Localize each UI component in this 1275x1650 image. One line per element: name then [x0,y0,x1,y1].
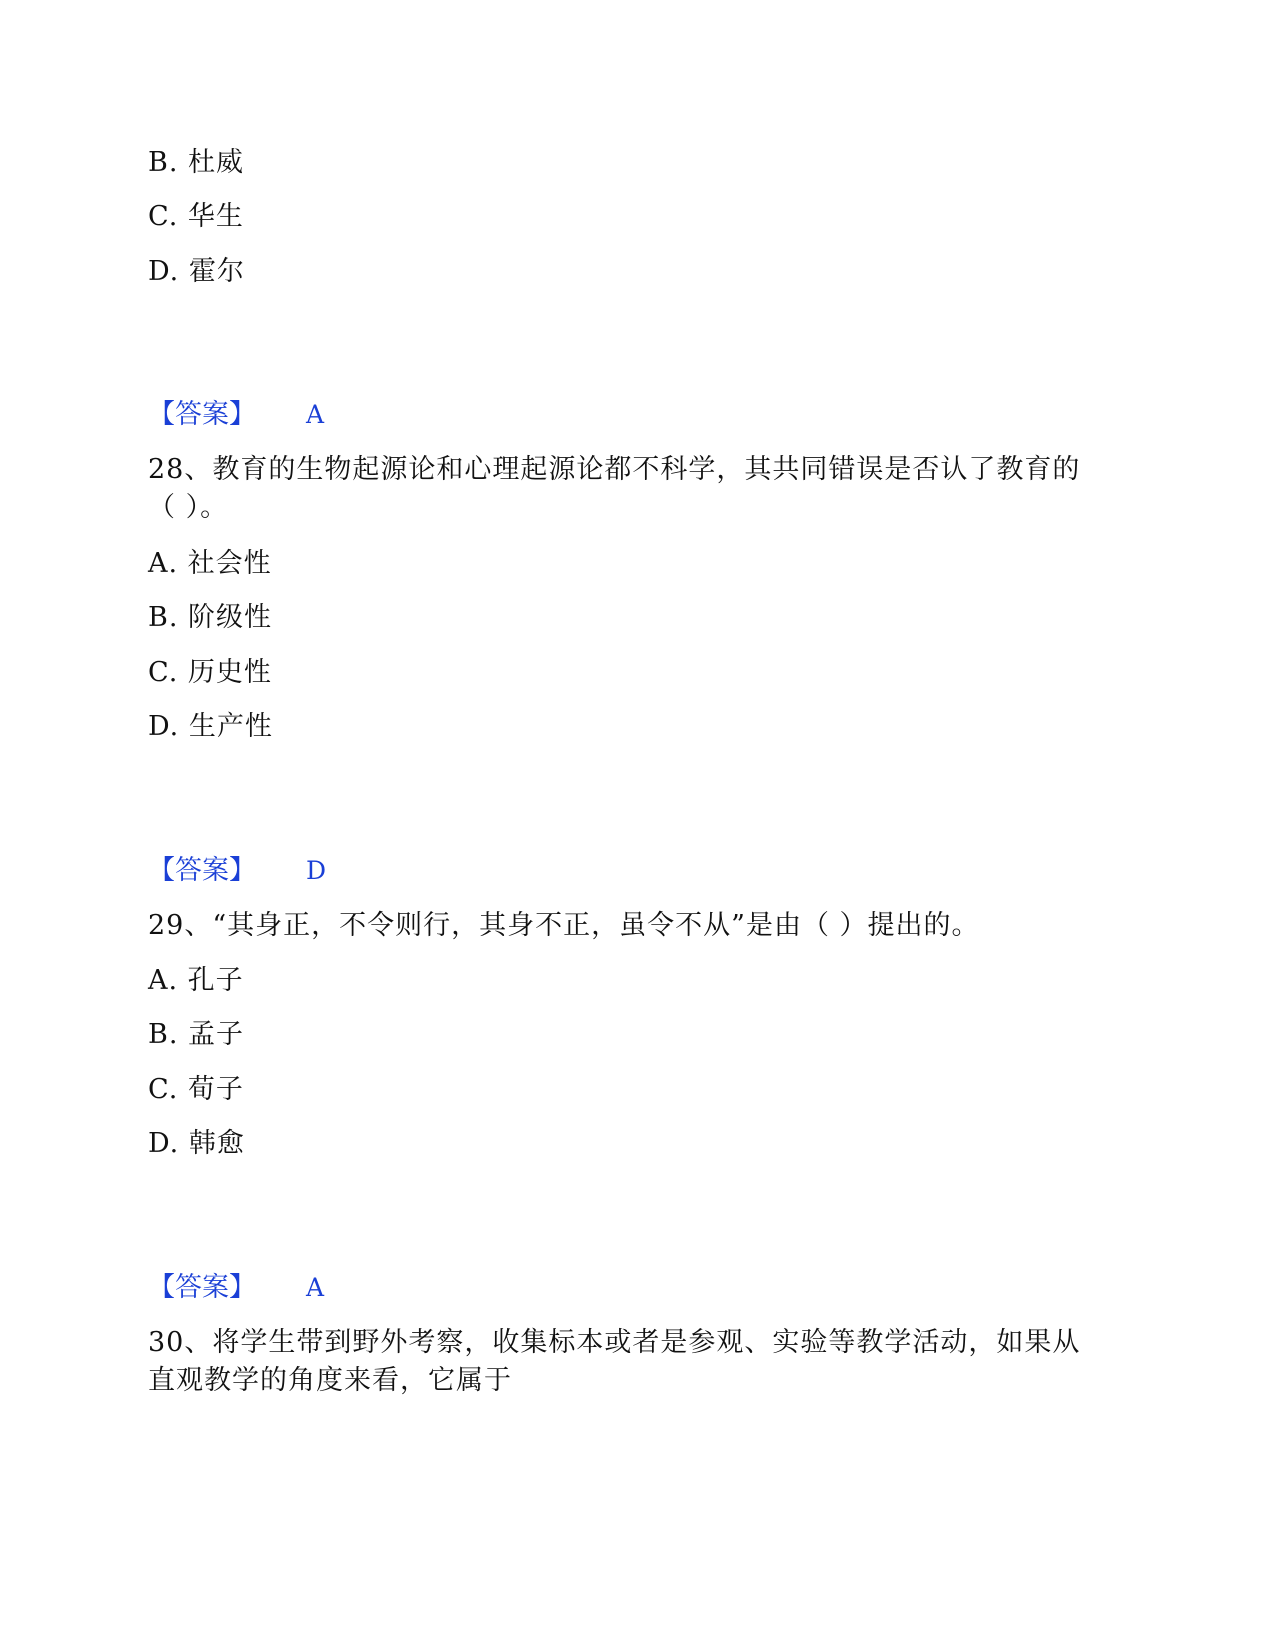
q29-answer-label: 【答案】 [148,1272,256,1303]
q28-answer-value: D [306,856,327,885]
q30-stem-line2: 直观教学的角度来看，它属于 [148,1365,512,1396]
q30-stem-line1: 30、将学生带到野外考察，收集标本或者是参观、实验等教学活动，如果从 [148,1327,1081,1358]
q27-option-c: C. 华生 [148,201,244,232]
q29-option-a: A. 孔子 [148,965,244,996]
q28-option-d: D. 生产性 [148,711,273,742]
q27-option-d: D. 霍尔 [148,256,245,287]
q28-stem-line1: 28、教育的生物起源论和心理起源论都不科学，其共同错误是否认了教育的 [148,454,1081,485]
q28-stem-line2: （ ）。 [148,492,229,523]
q28-answer-label: 【答案】 [148,855,256,886]
q29-option-d: D. 韩愈 [148,1128,245,1159]
q29-option-b: B. 孟子 [148,1019,245,1050]
q29-option-c: C. 荀子 [148,1074,244,1105]
q27-option-b: B. 杜威 [148,147,245,178]
q28-option-a: A. 社会性 [148,548,272,579]
q28-option-c: C. 历史性 [148,657,272,688]
q27-answer-label: 【答案】 [148,399,256,430]
q29-stem-line1: 29、“其身正，不令则行，其身不正，虽令不从”是由（ ）提出的。 [148,910,980,941]
q28-option-b: B. 阶级性 [148,602,273,633]
q29-answer-value: A [306,1273,325,1302]
q27-answer-value: A [306,400,325,429]
